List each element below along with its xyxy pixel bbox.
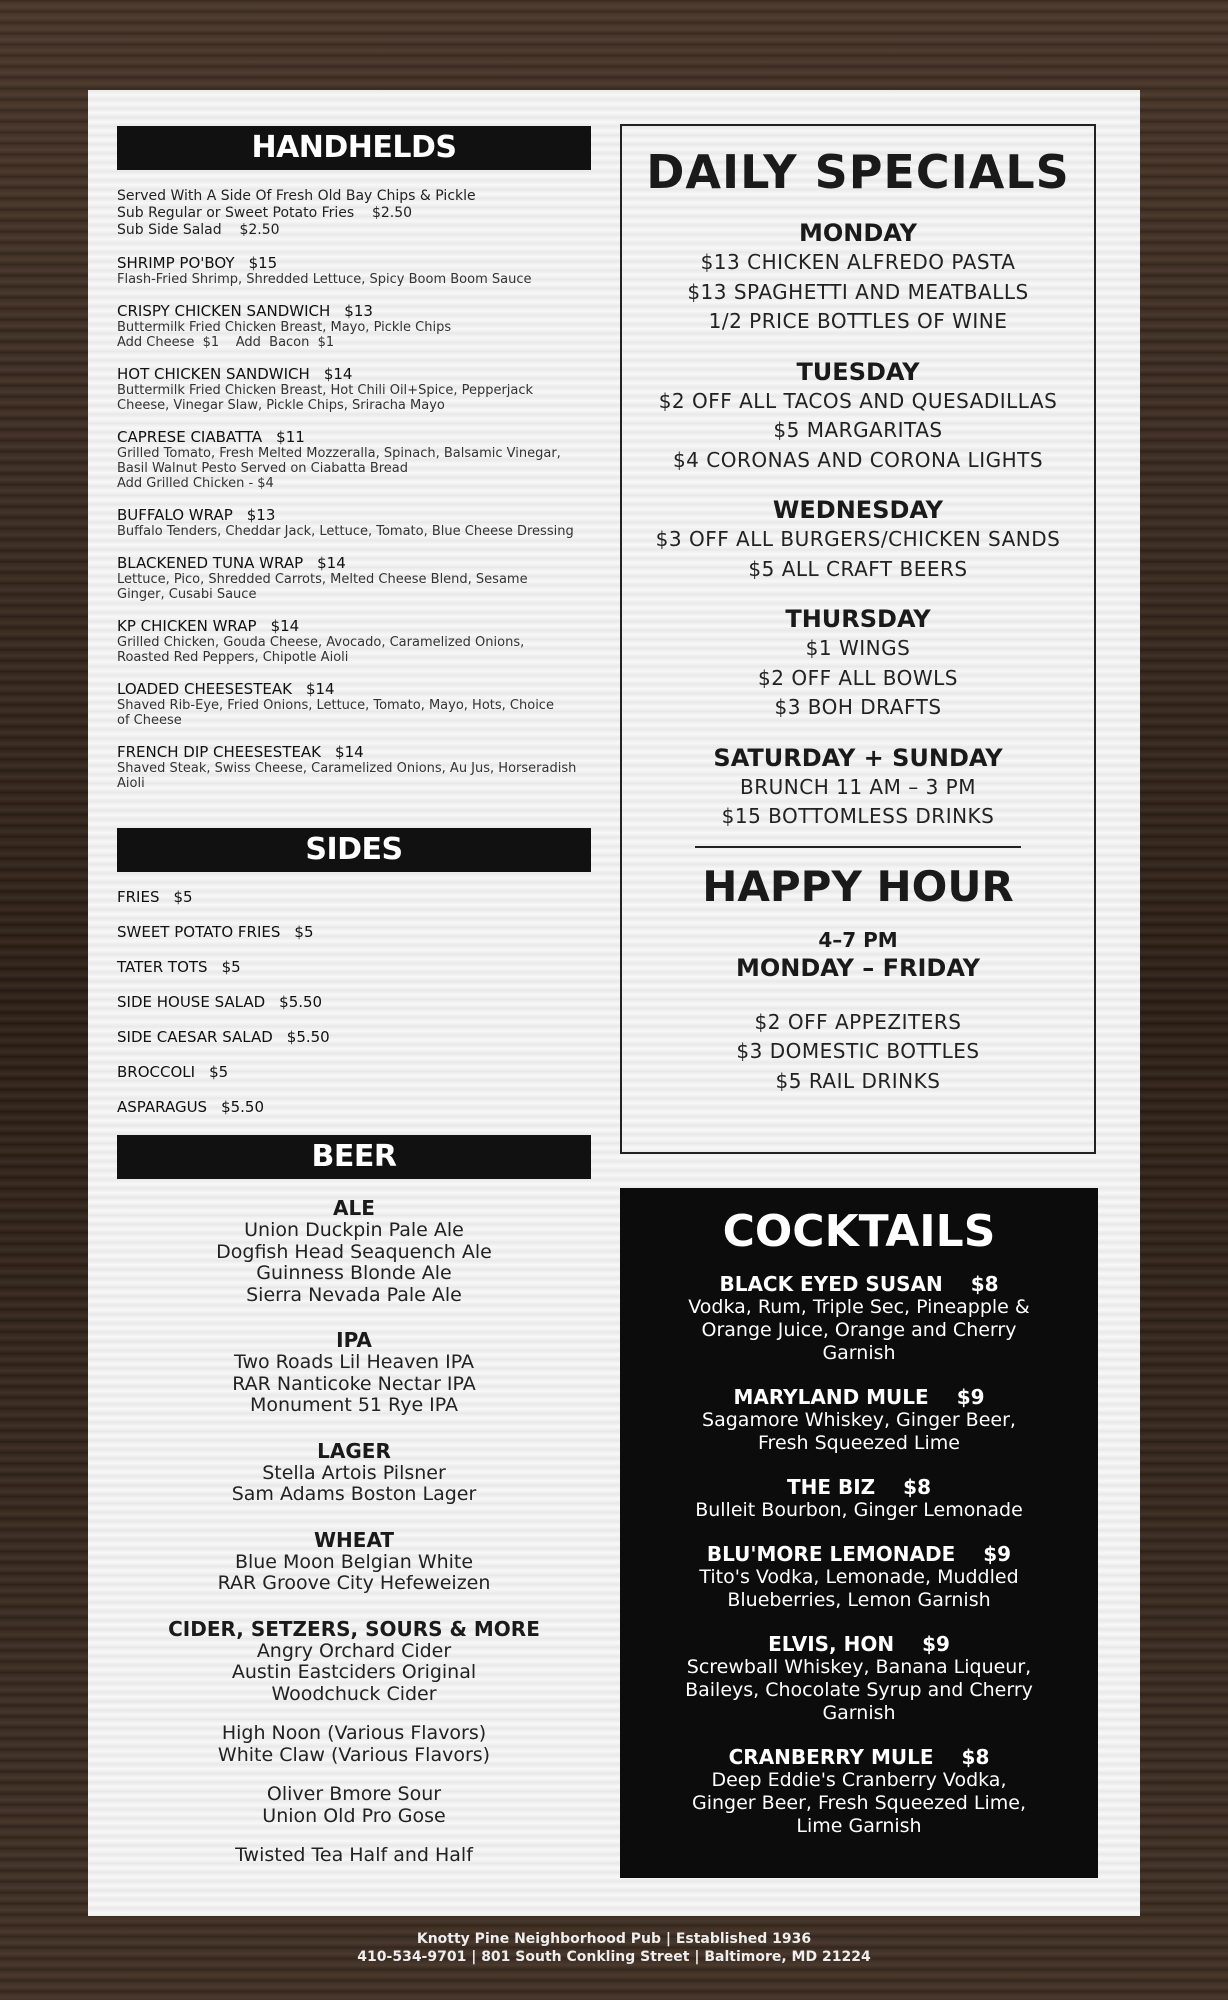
spacer xyxy=(622,982,1094,1008)
beer-category: LAGER xyxy=(317,1438,391,1463)
happy-hour-title: HAPPY HOUR xyxy=(702,861,1014,911)
item-price: $14 xyxy=(270,617,300,635)
footer-line: Knotty Pine Neighborhood Pub | Established 1936 xyxy=(416,1931,812,1947)
beer-item: Union Duckpin Pale Ale xyxy=(244,1219,464,1241)
day-name: THURSDAY xyxy=(785,605,931,633)
beer-item: Woodchuck Cider xyxy=(271,1682,437,1705)
cocktail-description: Vodka, Rum, Triple Sec, Pineapple & xyxy=(688,1296,1030,1318)
divider xyxy=(695,846,1021,848)
item-name: SIDE CAESAR SALAD xyxy=(117,1028,273,1046)
daily-specials-box xyxy=(620,124,1096,1154)
special-day xyxy=(622,357,1094,476)
beer-item: RAR Nanticoke Nectar IPA xyxy=(232,1372,476,1395)
specials-title: DAILY SPECIALS xyxy=(646,145,1070,199)
beer-category: IPA xyxy=(336,1328,372,1352)
handhelds-note: Served With A Side Of Fresh Old Bay Chips & Pickle xyxy=(117,188,476,204)
special-line: $13 CHICKEN ALFREDO PASTA xyxy=(700,250,1016,274)
menu-item xyxy=(117,428,591,491)
handhelds-note: Sub Regular or Sweet Potato Fries $2.50 xyxy=(117,205,413,221)
cocktail-description: Fresh Squeezed Lime xyxy=(758,1432,960,1454)
side-item xyxy=(117,1055,591,1090)
item-price: $5 xyxy=(294,923,314,941)
item-name: SWEET POTATO FRIES xyxy=(117,923,281,941)
footer xyxy=(0,1930,1228,1966)
cocktail-description: Orange Juice, Orange and Cherry xyxy=(701,1319,1017,1341)
cocktail-name: MARYLAND MULE xyxy=(733,1385,929,1409)
item-name: LOADED CHEESESTEAK xyxy=(117,680,292,698)
item-name: TATER TOTS xyxy=(117,958,208,976)
item-description: Buffalo Tenders, Cheddar Jack, Lettuce, Tomato, Blue Cheese Dressing xyxy=(117,524,574,539)
beer-group xyxy=(117,1328,591,1417)
beer-section xyxy=(117,1196,591,1889)
happy-hour-time: 4–7 PM xyxy=(818,927,898,952)
special-line: $5 ALL CRAFT BEERS xyxy=(748,556,968,581)
beer-group xyxy=(117,1617,591,1867)
menu-item xyxy=(117,680,591,728)
beer-item: Stella Artois Pilsner xyxy=(262,1461,446,1484)
special-day xyxy=(622,743,1094,832)
beer-item: Angry Orchard Cider xyxy=(256,1639,452,1662)
day-name: WEDNESDAY xyxy=(772,496,944,524)
beer-item: Two Roads Lil Heaven IPA xyxy=(234,1351,474,1373)
day-name: MONDAY xyxy=(799,219,917,247)
special-line: $5 MARGARITAS xyxy=(773,418,943,442)
special-day xyxy=(622,218,1094,337)
side-item xyxy=(117,880,591,915)
cocktail-description: Garnish xyxy=(822,1342,896,1364)
special-line: $2 OFF ALL TACOS AND QUESADILLAS xyxy=(658,388,1058,413)
item-description: Buttermilk Fried Chicken Breast, Mayo, Pickle Chips xyxy=(117,320,452,335)
beer-group xyxy=(117,1196,591,1306)
happy-hour-line: $5 RAIL DRINKS xyxy=(775,1068,941,1093)
beer-group xyxy=(117,1528,591,1595)
special-line: 1/2 PRICE BOTTLES OF WINE xyxy=(708,309,1008,333)
item-price: $5.50 xyxy=(221,1098,265,1116)
item-price: $5.50 xyxy=(279,993,323,1011)
item-name: BROCCOLI xyxy=(117,1063,196,1081)
cocktail-description: Sagamore Whiskey, Ginger Beer, xyxy=(702,1409,1016,1431)
beer-item: Oliver Bmore Sour xyxy=(266,1783,442,1805)
special-line: $1 WINGS xyxy=(805,636,911,660)
item-price: $13 xyxy=(344,302,373,320)
special-line: $2 OFF ALL BOWLS xyxy=(758,665,958,690)
item-description: Basil Walnut Pesto Served on Ciabatta Bread xyxy=(117,461,409,476)
cocktail-price: $9 xyxy=(922,1632,950,1656)
day-name: SATURDAY + SUNDAY xyxy=(713,743,1003,772)
beer-item: Sierra Nevada Pale Ale xyxy=(246,1283,462,1306)
item-description: Add Cheese $1 Add Bacon $1 xyxy=(117,335,335,350)
cocktail-item xyxy=(620,1542,1098,1612)
item-description: Buttermilk Fried Chicken Breast, Hot Chili Oil+Spice, Pepperjack xyxy=(117,383,534,398)
special-line: $3 BOH DRAFTS xyxy=(774,695,942,719)
item-price: $14 xyxy=(317,554,346,572)
beer-item: Twisted Tea Half and Half xyxy=(235,1844,473,1866)
beer-item: Sam Adams Boston Lager xyxy=(231,1483,477,1505)
menu-item xyxy=(117,554,591,602)
item-description: Shaved Rib-Eye, Fried Onions, Lettuce, Tomato, Mayo, Hots, Choice xyxy=(117,698,554,713)
side-item xyxy=(117,985,591,1020)
item-price: $5 xyxy=(209,1063,229,1081)
beer-header: BEER xyxy=(117,1135,591,1179)
side-item xyxy=(117,1020,591,1055)
footer-line: 410-534-9701 | 801 South Conkling Street | Baltimore, MD 21224 xyxy=(357,1949,871,1965)
item-description: Roasted Red Peppers, Chipotle Aioli xyxy=(117,650,349,665)
item-description: Lettuce, Pico, Shredded Carrots, Melted Cheese Blend, Sesame xyxy=(117,572,528,587)
side-item xyxy=(117,915,591,950)
handhelds-section xyxy=(117,188,591,791)
cocktail-item xyxy=(620,1632,1098,1725)
item-name: FRENCH DIP CHEESESTEAK xyxy=(117,743,322,761)
cocktail-price: $8 xyxy=(970,1272,999,1296)
item-name: CAPRESE CIABATTA xyxy=(117,428,263,446)
menu-item xyxy=(117,617,591,665)
special-line: $13 SPAGHETTI AND MEATBALLS xyxy=(687,279,1029,304)
cocktail-name: CRANBERRY MULE xyxy=(728,1745,934,1769)
sides-section xyxy=(117,880,591,1125)
cocktail-item xyxy=(620,1745,1098,1838)
cocktail-description: Deep Eddie's Cranberry Vodka, xyxy=(711,1769,1007,1791)
item-price: $5 xyxy=(221,958,241,976)
beer-item: Dogfish Head Seaquench Ale xyxy=(216,1240,492,1263)
happy-hour-days: MONDAY – FRIDAY xyxy=(735,953,981,982)
item-name: CRISPY CHICKEN SANDWICH xyxy=(117,302,331,320)
special-line: $4 CORONAS AND CORONA LIGHTS xyxy=(672,447,1044,472)
beer-category: ALE xyxy=(333,1196,375,1220)
special-day xyxy=(622,495,1094,584)
cocktail-description: Lime Garnish xyxy=(796,1815,922,1837)
item-price: $14 xyxy=(335,743,364,761)
menu-item xyxy=(117,302,591,350)
cocktail-price: $9 xyxy=(956,1385,985,1409)
item-name: FRIES xyxy=(117,888,160,906)
cocktail-description: Tito's Vodka, Lemonade, Muddled xyxy=(699,1566,1019,1588)
cocktail-description: Bulleit Bourbon, Ginger Lemonade xyxy=(695,1499,1023,1521)
cocktail-description: Garnish xyxy=(822,1702,896,1724)
spacer xyxy=(117,1827,591,1845)
special-line: BRUNCH 11 AM – 3 PM xyxy=(740,774,976,799)
item-description: of Cheese xyxy=(117,713,182,728)
menu-item xyxy=(117,254,591,287)
cocktail-price: $8 xyxy=(961,1745,990,1769)
beer-group xyxy=(117,1439,591,1506)
day-name: TUESDAY xyxy=(796,357,920,386)
beer-item: White Claw (Various Flavors) xyxy=(217,1743,491,1766)
cocktail-description: Blueberries, Lemon Garnish xyxy=(727,1589,991,1611)
menu-item xyxy=(117,743,591,791)
item-name: BLACKENED TUNA WRAP xyxy=(117,554,304,572)
item-description: Grilled Tomato, Fresh Melted Mozzeralla, Spinach, Balsamic Vinegar, xyxy=(117,446,561,461)
beer-item: High Noon (Various Flavors) xyxy=(221,1722,487,1744)
item-price: $13 xyxy=(246,506,276,524)
cocktail-name: BLACK EYED SUSAN xyxy=(719,1272,943,1296)
happy-hour-line: $2 OFF APPEZITERS xyxy=(754,1009,962,1034)
special-day xyxy=(622,604,1094,723)
item-description: Shaved Steak, Swiss Cheese, Caramelized Onions, Au Jus, Horseradish xyxy=(117,761,577,776)
beer-item: Monument 51 Rye IPA xyxy=(249,1394,459,1416)
sides-header: SIDES xyxy=(117,828,591,872)
beer-item: Union Old Pro Gose xyxy=(262,1804,446,1827)
item-description: Cheese, Vinegar Slaw, Pickle Chips, Sriracha Mayo xyxy=(117,398,445,413)
beer-item: RAR Groove City Hefeweizen xyxy=(217,1572,491,1594)
item-price: $15 xyxy=(248,254,278,272)
special-line: $3 OFF ALL BURGERS/CHICKEN SANDS xyxy=(655,527,1061,551)
cocktail-item xyxy=(620,1475,1098,1522)
cocktail-description: Baileys, Chocolate Syrup and Cherry xyxy=(685,1679,1033,1701)
cocktail-item xyxy=(620,1385,1098,1455)
menu-item xyxy=(117,506,591,539)
item-name: SHRIMP PO'BOY xyxy=(117,254,235,272)
cocktail-price: $8 xyxy=(903,1475,932,1499)
item-description: Grilled Chicken, Gouda Cheese, Avocado, Caramelized Onions, xyxy=(117,635,525,650)
item-price: $5 xyxy=(173,888,193,906)
handhelds-header: HANDHELDS xyxy=(117,126,591,170)
item-price: $14 xyxy=(305,680,335,698)
beer-category: WHEAT xyxy=(313,1527,395,1552)
item-price: $5.50 xyxy=(286,1028,330,1046)
cocktail-description: Ginger Beer, Fresh Squeezed Lime, xyxy=(692,1792,1026,1814)
special-line: $15 BOTTOMLESS DRINKS xyxy=(721,804,995,828)
item-name: ASPARAGUS xyxy=(117,1098,208,1116)
item-description: Flash-Fried Shrimp, Shredded Lettuce, Spicy Boom Boom Sauce xyxy=(117,272,532,287)
spacer xyxy=(117,1766,591,1784)
menu-item xyxy=(117,365,591,413)
item-price: $14 xyxy=(323,365,353,383)
cocktail-price: $9 xyxy=(983,1542,1012,1566)
beer-category: CIDER, SETZERS, SOURS & MORE xyxy=(168,1616,540,1641)
beer-item: Austin Eastciders Original xyxy=(231,1661,477,1683)
item-description: Aioli xyxy=(117,776,145,791)
spacer xyxy=(117,1705,591,1723)
cocktail-name: BLU'MORE LEMONADE xyxy=(706,1542,956,1566)
beer-item: Blue Moon Belgian White xyxy=(234,1550,474,1573)
happy-hour-line: $3 DOMESTIC BOTTLES xyxy=(736,1039,980,1063)
item-description: Add Grilled Chicken - $4 xyxy=(117,476,274,491)
cocktails-title: COCKTAILS xyxy=(722,1206,996,1257)
cocktail-name: THE BIZ xyxy=(786,1475,876,1499)
item-name: HOT CHICKEN SANDWICH xyxy=(117,365,310,383)
item-name: SIDE HOUSE SALAD xyxy=(117,993,266,1011)
cocktail-description: Screwball Whiskey, Banana Liqueur, xyxy=(686,1656,1032,1678)
cocktails-box xyxy=(620,1188,1098,1878)
item-description: Ginger, Cusabi Sauce xyxy=(117,587,257,602)
item-name: BUFFALO WRAP xyxy=(117,506,233,524)
beer-item: Guinness Blonde Ale xyxy=(256,1262,452,1284)
cocktail-name: ELVIS, HON xyxy=(768,1632,895,1656)
side-item xyxy=(117,1090,591,1125)
item-name: KP CHICKEN WRAP xyxy=(117,617,257,635)
item-price: $11 xyxy=(276,428,305,446)
cocktail-item xyxy=(620,1272,1098,1365)
handhelds-note: Sub Side Salad $2.50 xyxy=(117,222,280,238)
side-item xyxy=(117,950,591,985)
